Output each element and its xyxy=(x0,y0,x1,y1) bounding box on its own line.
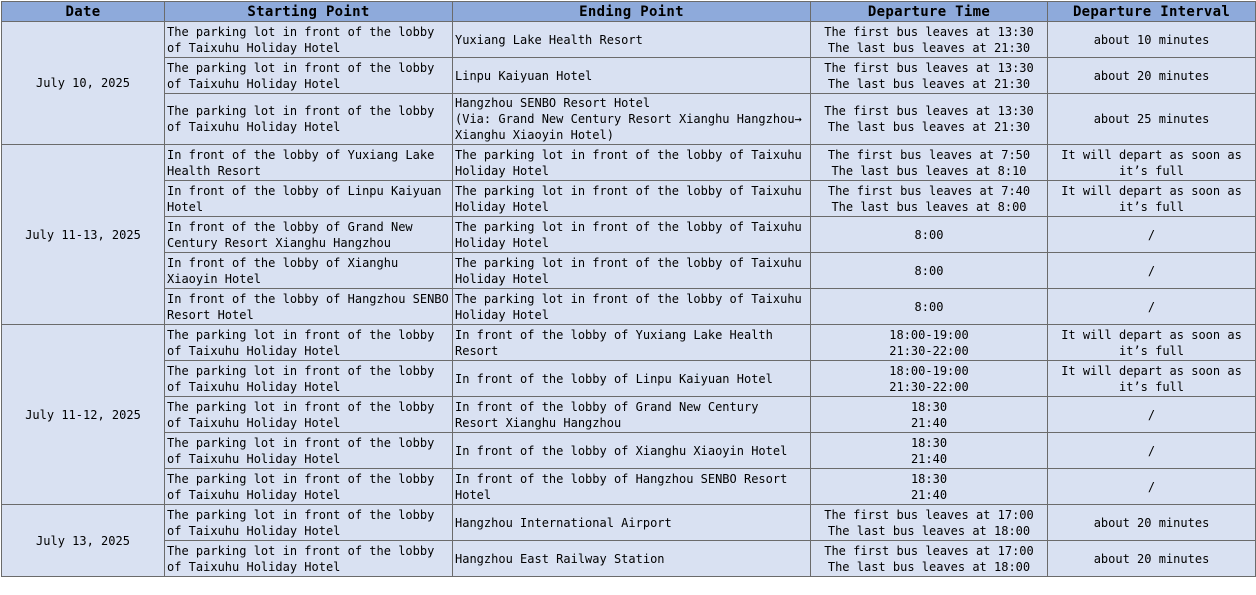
ending-point-cell: The parking lot in front of the lobby of Taixuhu Holiday Hotel xyxy=(453,289,811,325)
table-row xyxy=(2,361,1256,397)
starting-point-cell: In front of the lobby of Linpu Kaiyuan Hotel xyxy=(165,181,453,217)
header-departure-time: Departure Time xyxy=(811,2,1048,22)
departure-interval-cell: about 20 minutes xyxy=(1048,505,1256,541)
starting-point-cell: The parking lot in front of the lobby of Taixuhu Holiday Hotel xyxy=(165,541,453,577)
starting-point-cell: The parking lot in front of the lobby of Taixuhu Holiday Hotel xyxy=(165,94,453,145)
departure-time-cell: 8:00 xyxy=(811,253,1048,289)
table-row xyxy=(2,181,1256,217)
starting-point-cell: In front of the lobby of Yuxiang Lake Health Resort xyxy=(165,145,453,181)
table-row xyxy=(2,289,1256,325)
departure-interval-cell: / xyxy=(1048,289,1256,325)
ending-point-cell: Hangzhou International Airport xyxy=(453,505,811,541)
table-row xyxy=(2,325,1256,361)
table-row xyxy=(2,469,1256,505)
table-body xyxy=(2,22,1256,577)
departure-time-cell: The first bus leaves at 7:40 The last bus leaves at 8:00 xyxy=(811,181,1048,217)
departure-time-cell: 18:30 21:40 xyxy=(811,469,1048,505)
ending-point-cell: The parking lot in front of the lobby of Taixuhu Holiday Hotel xyxy=(453,145,811,181)
departure-time-cell: The first bus leaves at 17:00 The last bus leaves at 18:00 xyxy=(811,505,1048,541)
table-row xyxy=(2,505,1256,541)
departure-interval-cell: It will depart as soon as it’s full xyxy=(1048,145,1256,181)
table-row xyxy=(2,433,1256,469)
starting-point-cell: In front of the lobby of Hangzhou SENBO Resort Hotel xyxy=(165,289,453,325)
header-departure-interval: Departure Interval xyxy=(1048,2,1256,22)
departure-time-cell: 18:30 21:40 xyxy=(811,397,1048,433)
departure-interval-cell: It will depart as soon as it’s full xyxy=(1048,181,1256,217)
departure-interval-cell: It will depart as soon as it’s full xyxy=(1048,325,1256,361)
ending-point-cell: In front of the lobby of Yuxiang Lake Health Resort xyxy=(453,325,811,361)
ending-point-cell: The parking lot in front of the lobby of Taixuhu Holiday Hotel xyxy=(453,181,811,217)
ending-point-cell: The parking lot in front of the lobby of Taixuhu Holiday Hotel xyxy=(453,217,811,253)
departure-time-cell: The first bus leaves at 13:30 The last bus leaves at 21:30 xyxy=(811,58,1048,94)
table-row xyxy=(2,541,1256,577)
table-header xyxy=(2,2,1256,22)
ending-point-cell: In front of the lobby of Grand New Century Resort Xianghu Hangzhou xyxy=(453,397,811,433)
date-cell: July 11-12, 2025 xyxy=(2,325,165,505)
starting-point-cell: In front of the lobby of Xianghu Xiaoyin Hotel xyxy=(165,253,453,289)
table-row xyxy=(2,397,1256,433)
header-ending-point: Ending Point xyxy=(453,2,811,22)
ending-point-cell: In front of the lobby of Xianghu Xiaoyin Hotel xyxy=(453,433,811,469)
date-cell: July 11-13, 2025 xyxy=(2,145,165,325)
departure-time-cell: The first bus leaves at 13:30 The last bus leaves at 21:30 xyxy=(811,94,1048,145)
departure-time-cell: 18:30 21:40 xyxy=(811,433,1048,469)
starting-point-cell: The parking lot in front of the lobby of Taixuhu Holiday Hotel xyxy=(165,22,453,58)
ending-point-cell: Hangzhou East Railway Station xyxy=(453,541,811,577)
departure-time-cell: 18:00-19:00 21:30-22:00 xyxy=(811,361,1048,397)
starting-point-cell: The parking lot in front of the lobby of Taixuhu Holiday Hotel xyxy=(165,361,453,397)
table-row xyxy=(2,94,1256,145)
ending-point-cell: In front of the lobby of Linpu Kaiyuan Hotel xyxy=(453,361,811,397)
departure-time-cell: The first bus leaves at 7:50 The last bus leaves at 8:10 xyxy=(811,145,1048,181)
table-row xyxy=(2,58,1256,94)
shuttle-schedule-table xyxy=(1,1,1256,577)
starting-point-cell: The parking lot in front of the lobby of Taixuhu Holiday Hotel xyxy=(165,397,453,433)
departure-time-cell: 18:00-19:00 21:30-22:00 xyxy=(811,325,1048,361)
starting-point-cell: The parking lot in front of the lobby of Taixuhu Holiday Hotel xyxy=(165,505,453,541)
departure-interval-cell: / xyxy=(1048,433,1256,469)
starting-point-cell: In front of the lobby of Grand New Century Resort Xianghu Hangzhou xyxy=(165,217,453,253)
departure-time-cell: The first bus leaves at 17:00 The last bus leaves at 18:00 xyxy=(811,541,1048,577)
departure-interval-cell: about 25 minutes xyxy=(1048,94,1256,145)
departure-interval-cell: / xyxy=(1048,217,1256,253)
departure-time-cell: 8:00 xyxy=(811,289,1048,325)
departure-interval-cell: about 10 minutes xyxy=(1048,22,1256,58)
ending-point-cell: Hangzhou SENBO Resort Hotel (Via: Grand New Century Resort Xianghu Hangzhou→ Xianghu Xiaoyin Hotel) xyxy=(453,94,811,145)
departure-interval-cell: about 20 minutes xyxy=(1048,541,1256,577)
starting-point-cell: The parking lot in front of the lobby of Taixuhu Holiday Hotel xyxy=(165,469,453,505)
table-row xyxy=(2,253,1256,289)
table-row xyxy=(2,22,1256,58)
departure-interval-cell: about 20 minutes xyxy=(1048,58,1256,94)
departure-time-cell: The first bus leaves at 13:30 The last bus leaves at 21:30 xyxy=(811,22,1048,58)
ending-point-cell: Linpu Kaiyuan Hotel xyxy=(453,58,811,94)
date-cell: July 13, 2025 xyxy=(2,505,165,577)
ending-point-cell: The parking lot in front of the lobby of Taixuhu Holiday Hotel xyxy=(453,253,811,289)
header-starting-point: Starting Point xyxy=(165,2,453,22)
date-cell: July 10, 2025 xyxy=(2,22,165,145)
starting-point-cell: The parking lot in front of the lobby of Taixuhu Holiday Hotel xyxy=(165,325,453,361)
departure-interval-cell: / xyxy=(1048,253,1256,289)
ending-point-cell: Yuxiang Lake Health Resort xyxy=(453,22,811,58)
starting-point-cell: The parking lot in front of the lobby of Taixuhu Holiday Hotel xyxy=(165,58,453,94)
table-row xyxy=(2,145,1256,181)
ending-point-cell: In front of the lobby of Hangzhou SENBO Resort Hotel xyxy=(453,469,811,505)
departure-interval-cell: / xyxy=(1048,469,1256,505)
departure-time-cell: 8:00 xyxy=(811,217,1048,253)
departure-interval-cell: It will depart as soon as it’s full xyxy=(1048,361,1256,397)
departure-interval-cell: / xyxy=(1048,397,1256,433)
header-date: Date xyxy=(2,2,165,22)
starting-point-cell: The parking lot in front of the lobby of Taixuhu Holiday Hotel xyxy=(165,433,453,469)
table-row xyxy=(2,217,1256,253)
